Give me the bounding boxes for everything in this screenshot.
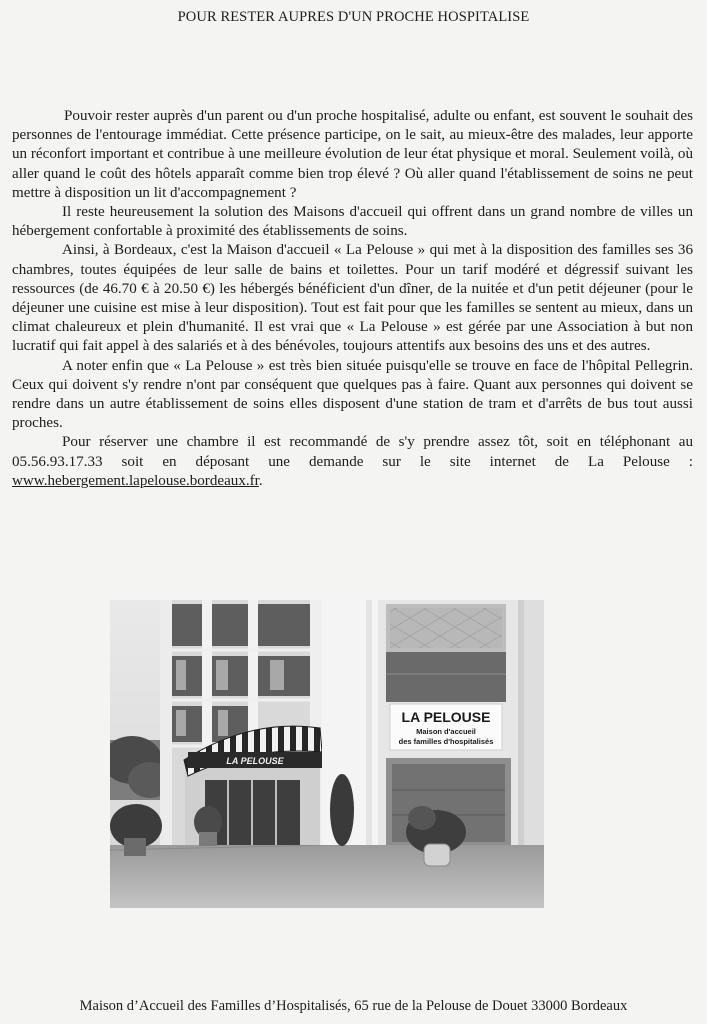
reservation-end: . [258,472,263,489]
awning-text: LA PELOUSE [226,756,284,766]
sign-name: LA PELOUSE [401,709,491,725]
article-body [12,107,693,491]
paragraph-location: A noter enfin que « La Pelouse » est très bien située puisqu'elle se trouve en face de l'hôpital Pellegrin. Ceux qui doivent s'y rendre n'ont par conséquent que quelques pas à faire. Quant aux personnes qui doivent se rendre dans un autre établissement de soins elles disposent d'une station de tram et d'arrêts de bus tout aussi proches. [12,357,693,432]
paragraph-reservation [12,433,693,491]
photo-caption: Maison d’Accueil des Familles d’Hospitalisés, 65 rue de la Pelouse de Douet 33000 Bordeaux [79,998,628,1014]
sign-line-1: Maison d'accueil [416,727,476,736]
building-photo-drawing [110,600,544,908]
page-title: POUR RESTER AUPRES D'UN PROCHE HOSPITALISE [177,9,530,25]
reservation-text: Pour réserver une chambre il est recommandé de s'y prendre assez tôt, soit en téléphonant au 05.56.93.17.33 soit en déposant une demande sur le site internet de La Pelouse : [12,434,693,470]
website-link[interactable]: www.hebergement.lapelouse.bordeaux.fr [12,472,259,489]
building-photo [110,600,544,908]
paragraph-bordeaux: Ainsi, à Bordeaux, c'est la Maison d'accueil « La Pelouse » qui met à la disposition des familles ses 36 chambres, toutes équipées de leur salle de bains et toilettes. Pour un tarif modéré et dégressif suivant les ressources (de 46.70 € à 20.50 €) les hébergés bénéficient d'un dîner, de la nuitée et d'un petit déjeuner (pour le déjeuner une cuisine est mise à leur disposition). Tout est fait pour que les familles se sentent au mieux, dans un climat chaleureux et plein d'humanité. Il est vrai que « La Pelouse » est gérée par une Association à but non lucratif qui fait appel à des salariés et à des bénévoles, toujours attentifs aux besoins des uns et des autres. [12,242,693,355]
sign-line-2: des familles d'hospitalisés [398,737,494,746]
paragraph-intro: Pouvoir rester auprès d'un parent ou d'un proche hospitalisé, adulte ou enfant, est souvent le souhait des personnes de l'entourage immédiat. Cette présence participe, on le sait, au mieux-être des malades, leur apporte un réconfort important et contribue à une meilleure évolution de leur état physique et moral. Seulement voilà, où aller quand le coût des hôtels apparaît comme bien trop élevé ? Où aller quand l'établissement de soins ne peut mettre à disposition un lit d'accompagnement ? [12,108,693,201]
paragraph-solution: Il reste heureusement la solution des Maisons d'accueil qui offrent dans un grand nombre de villes un hébergement confortable à proximité des établissements de soins. [12,204,693,240]
